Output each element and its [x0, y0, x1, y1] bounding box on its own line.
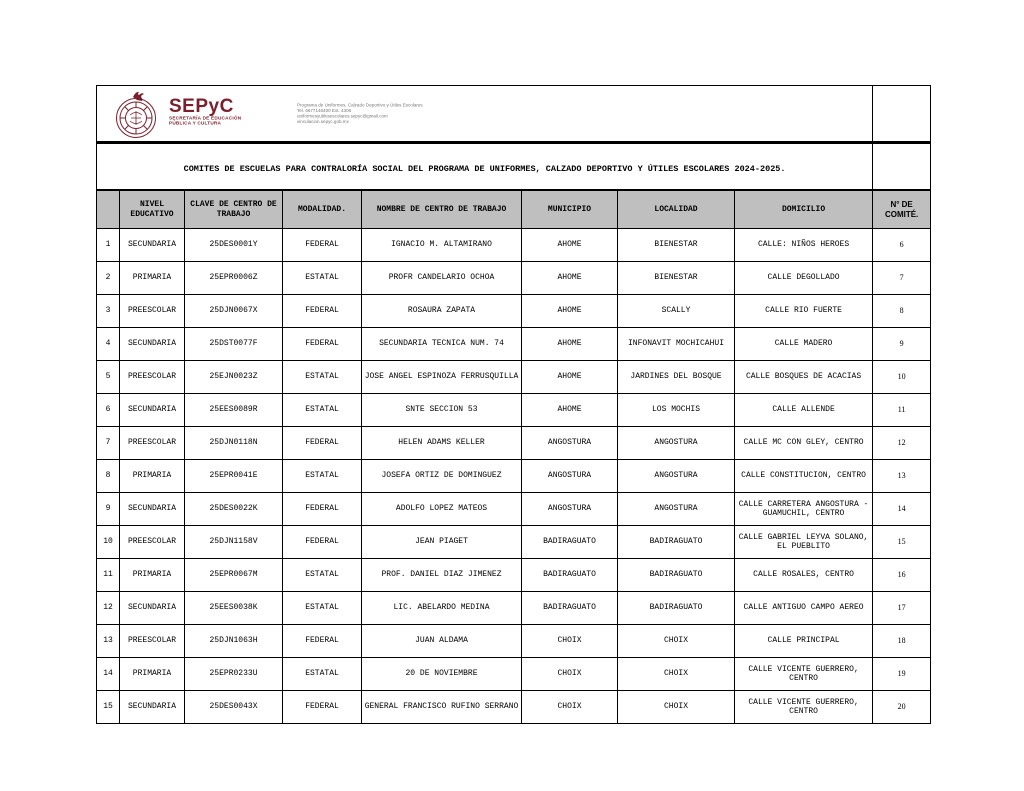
brand-block [169, 97, 269, 130]
schools-committee-table [96, 85, 931, 724]
cell-domicilio: CALLE VICENTE GUERRERO, CENTRO [735, 658, 873, 691]
cell-numero-comite: 17 [873, 592, 931, 625]
cell-nombre-centro-trabajo: 20 DE NOVIEMBRE [362, 658, 522, 691]
banner-cell [97, 86, 873, 143]
cell-nivel-educativo: PRIMARIA [120, 262, 185, 295]
cell-clave-centro-trabajo: 25DJN0067X [185, 295, 283, 328]
header-row-number [97, 190, 120, 229]
cell-localidad: SCALLY [618, 295, 735, 328]
cell-clave-centro-trabajo: 25EPR0041E [185, 460, 283, 493]
cell-row-number: 6 [97, 394, 120, 427]
cell-nombre-centro-trabajo: SECUNDARIA TECNICA NUM. 74 [362, 328, 522, 361]
cell-nivel-educativo: SECUNDARIA [120, 394, 185, 427]
cell-modalidad: FEDERAL [283, 295, 362, 328]
cell-numero-comite: 10 [873, 361, 931, 394]
cell-nombre-centro-trabajo: HELEN ADAMS KELLER [362, 427, 522, 460]
cell-row-number: 9 [97, 493, 120, 526]
title-right-blank-cell [873, 143, 931, 191]
cell-row-number: 14 [97, 658, 120, 691]
cell-municipio: AHOME [522, 295, 618, 328]
cell-domicilio: CALLE ROSALES, CENTRO [735, 559, 873, 592]
cell-municipio: AHOME [522, 262, 618, 295]
cell-modalidad: ESTATAL [283, 658, 362, 691]
cell-numero-comite: 16 [873, 559, 931, 592]
table-row [97, 394, 931, 427]
cell-row-number: 2 [97, 262, 120, 295]
table-row [97, 361, 931, 394]
cell-nivel-educativo: SECUNDARIA [120, 691, 185, 724]
cell-row-number: 13 [97, 625, 120, 658]
cell-clave-centro-trabajo: 25DES0043X [185, 691, 283, 724]
cell-municipio: BADIRAGUATO [522, 592, 618, 625]
cell-municipio: ANGOSTURA [522, 460, 618, 493]
cell-clave-centro-trabajo: 25DES0022K [185, 493, 283, 526]
cell-nivel-educativo: PRIMARIA [120, 658, 185, 691]
cell-clave-centro-trabajo: 25DES0001Y [185, 229, 283, 262]
cell-domicilio: CALLE RIO FUERTE [735, 295, 873, 328]
cell-municipio: AHOME [522, 328, 618, 361]
table-row [97, 559, 931, 592]
cell-clave-centro-trabajo: 25DJN0118N [185, 427, 283, 460]
cell-nombre-centro-trabajo: SNTE SECCION 53 [362, 394, 522, 427]
cell-modalidad: ESTATAL [283, 559, 362, 592]
cell-modalidad: FEDERAL [283, 229, 362, 262]
table-row [97, 625, 931, 658]
table-row [97, 328, 931, 361]
cell-localidad: ANGOSTURA [618, 460, 735, 493]
cell-numero-comite: 18 [873, 625, 931, 658]
cell-municipio: CHOIX [522, 658, 618, 691]
table-row [97, 460, 931, 493]
cell-numero-comite: 8 [873, 295, 931, 328]
cell-clave-centro-trabajo: 25EJN0023Z [185, 361, 283, 394]
contact-block [297, 102, 423, 124]
table-row [97, 526, 931, 559]
cell-nombre-centro-trabajo: PROF. DANIEL DIAZ JIMENEZ [362, 559, 522, 592]
cell-row-number: 5 [97, 361, 120, 394]
cell-nivel-educativo: PRIMARIA [120, 559, 185, 592]
cell-municipio: CHOIX [522, 625, 618, 658]
cell-domicilio: CALLE PRINCIPAL [735, 625, 873, 658]
cell-nombre-centro-trabajo: JUAN ALDAMA [362, 625, 522, 658]
cell-localidad: LOS MOCHIS [618, 394, 735, 427]
cell-numero-comite: 20 [873, 691, 931, 724]
cell-clave-centro-trabajo: 25EPR0233U [185, 658, 283, 691]
column-header-row [97, 190, 931, 229]
contact-email-line: uniformesyutilesescolares.sepyc@gmail.com [297, 113, 389, 119]
cell-numero-comite: 19 [873, 658, 931, 691]
cell-numero-comite: 14 [873, 493, 931, 526]
banner-row [97, 86, 931, 143]
cell-clave-centro-trabajo: 25DJN1063H [185, 625, 283, 658]
cell-numero-comite: 15 [873, 526, 931, 559]
cell-domicilio: CALLE VICENTE GUERRERO, CENTRO [735, 691, 873, 724]
cell-municipio: CHOIX [522, 691, 618, 724]
cell-domicilio: CALLE ANTIGUO CAMPO AEREO [735, 592, 873, 625]
cell-localidad: BADIRAGUATO [618, 559, 735, 592]
cell-clave-centro-trabajo: 25EPR0006Z [185, 262, 283, 295]
cell-nombre-centro-trabajo: JEAN PIAGET [362, 526, 522, 559]
cell-nombre-centro-trabajo: ADOLFO LOPEZ MATEOS [362, 493, 522, 526]
contact-web-line: vinculacion.sepyc.gob.mx [297, 119, 350, 124]
cell-nivel-educativo: SECUNDARIA [120, 229, 185, 262]
cell-nivel-educativo: PREESCOLAR [120, 361, 185, 394]
cell-nombre-centro-trabajo: JOSEFA ORTIZ DE DOMINGUEZ [362, 460, 522, 493]
cell-localidad: ANGOSTURA [618, 427, 735, 460]
cell-nivel-educativo: SECUNDARIA [120, 592, 185, 625]
cell-domicilio: CALLE CARRETERA ANGOSTURA - GUAMUCHIL, CENTRO [735, 493, 873, 526]
cell-clave-centro-trabajo: 25EPR0067M [185, 559, 283, 592]
cell-numero-comite: 7 [873, 262, 931, 295]
cell-nivel-educativo: PREESCOLAR [120, 427, 185, 460]
cell-row-number: 8 [97, 460, 120, 493]
header-nombre-centro-trabajo: NOMBRE DE CENTRO DE TRABAJO [362, 190, 522, 229]
cell-numero-comite: 9 [873, 328, 931, 361]
cell-modalidad: ESTATAL [283, 394, 362, 427]
cell-municipio: ANGOSTURA [522, 493, 618, 526]
sepyc-seal-icon [111, 89, 161, 139]
cell-clave-centro-trabajo: 25EES0038K [185, 592, 283, 625]
cell-nombre-centro-trabajo: GENERAL FRANCISCO RUFINO SERRANO [362, 691, 522, 724]
cell-modalidad: ESTATAL [283, 592, 362, 625]
cell-modalidad: FEDERAL [283, 493, 362, 526]
document-page [96, 85, 931, 724]
cell-modalidad: ESTATAL [283, 262, 362, 295]
cell-nombre-centro-trabajo: LIC. ABELARDO MEDINA [362, 592, 522, 625]
contact-phone-line: Tel. 6677148400 Ext. 4306 [297, 107, 352, 113]
header-numero-comite: N° DE COMITÉ. [873, 190, 931, 229]
cell-localidad: BADIRAGUATO [618, 592, 735, 625]
cell-row-number: 10 [97, 526, 120, 559]
header-nivel-educativo: NIVEL EDUCATIVO [120, 190, 185, 229]
cell-nombre-centro-trabajo: ROSAURA ZAPATA [362, 295, 522, 328]
cell-numero-comite: 6 [873, 229, 931, 262]
cell-nombre-centro-trabajo: PROFR CANDELARIO OCHOA [362, 262, 522, 295]
cell-modalidad: FEDERAL [283, 427, 362, 460]
cell-modalidad: FEDERAL [283, 328, 362, 361]
cell-domicilio: CALLE MADERO [735, 328, 873, 361]
cell-municipio: AHOME [522, 229, 618, 262]
cell-localidad: ANGOSTURA [618, 493, 735, 526]
cell-domicilio: CALLE BOSQUES DE ACACIAS [735, 361, 873, 394]
cell-nivel-educativo: PREESCOLAR [120, 526, 185, 559]
cell-nivel-educativo: SECUNDARIA [120, 493, 185, 526]
table-row [97, 262, 931, 295]
cell-clave-centro-trabajo: 25DJN1158V [185, 526, 283, 559]
cell-nivel-educativo: PREESCOLAR [120, 625, 185, 658]
cell-domicilio: CALLE: NIÑOS HEROES [735, 229, 873, 262]
brand-acronym: SEPyC [169, 96, 234, 117]
brand-caption-line1: SECRETARÍA DE EDUCACIÓN [169, 116, 242, 122]
cell-nombre-centro-trabajo: JOSE ANGEL ESPINOZA FERRUSQUILLA [362, 361, 522, 394]
title-cell [97, 143, 873, 191]
cell-localidad: BIENESTAR [618, 262, 735, 295]
table-row [97, 592, 931, 625]
cell-domicilio: CALLE ALLENDE [735, 394, 873, 427]
header-municipio: MUNICIPIO [522, 190, 618, 229]
cell-nivel-educativo: SECUNDARIA [120, 328, 185, 361]
table-row [97, 691, 931, 724]
cell-localidad: JARDINES DEL BOSQUE [618, 361, 735, 394]
header-domicilio: DOMICILIO [735, 190, 873, 229]
brand-caption-line2: PÚBLICA Y CULTURA [169, 121, 222, 127]
table-row [97, 295, 931, 328]
cell-domicilio: CALLE MC CON GLEY, CENTRO [735, 427, 873, 460]
cell-domicilio: CALLE CONSTITUCION, CENTRO [735, 460, 873, 493]
cell-nombre-centro-trabajo: IGNACIO M. ALTAMIRANO [362, 229, 522, 262]
cell-numero-comite: 13 [873, 460, 931, 493]
cell-row-number: 7 [97, 427, 120, 460]
header-clave-centro-trabajo: CLAVE DE CENTRO DE TRABAJO [185, 190, 283, 229]
banner-right-blank-cell [873, 86, 931, 143]
cell-modalidad: ESTATAL [283, 460, 362, 493]
cell-row-number: 4 [97, 328, 120, 361]
cell-localidad: BADIRAGUATO [618, 526, 735, 559]
cell-nivel-educativo: PREESCOLAR [120, 295, 185, 328]
cell-row-number: 15 [97, 691, 120, 724]
cell-nivel-educativo: PRIMARIA [120, 460, 185, 493]
cell-municipio: BADIRAGUATO [522, 559, 618, 592]
cell-localidad: CHOIX [618, 625, 735, 658]
table-row [97, 229, 931, 262]
header-localidad: LOCALIDAD [618, 190, 735, 229]
cell-clave-centro-trabajo: 25DST0077F [185, 328, 283, 361]
cell-row-number: 3 [97, 295, 120, 328]
cell-row-number: 12 [97, 592, 120, 625]
cell-numero-comite: 12 [873, 427, 931, 460]
table-row [97, 427, 931, 460]
cell-domicilio: CALLE DEGOLLADO [735, 262, 873, 295]
cell-domicilio: CALLE GABRIEL LEYVA SOLANO, EL PUEBLITO [735, 526, 873, 559]
cell-municipio: AHOME [522, 361, 618, 394]
cell-localidad: BIENESTAR [618, 229, 735, 262]
cell-modalidad: FEDERAL [283, 691, 362, 724]
cell-municipio: AHOME [522, 394, 618, 427]
title-row [97, 143, 931, 191]
contact-program-line: Programa de Uniformes, Calzado Deportivo y Útiles Escolares [297, 102, 424, 108]
cell-row-number: 11 [97, 559, 120, 592]
document-title: COMITES DE ESCUELAS PARA CONTRALORÍA SOCIAL DEL PROGRAMA DE UNIFORMES, CALZADO DEPORTIVO Y ÚTILES ESCOLARES 2024-2025. [183, 163, 786, 174]
table-body [97, 229, 931, 724]
header-modalidad: MODALIDAD. [283, 190, 362, 229]
cell-modalidad: ESTATAL [283, 361, 362, 394]
cell-localidad: INFONAVIT MOCHICAHUI [618, 328, 735, 361]
cell-municipio: BADIRAGUATO [522, 526, 618, 559]
cell-modalidad: FEDERAL [283, 526, 362, 559]
table-row [97, 658, 931, 691]
cell-municipio: ANGOSTURA [522, 427, 618, 460]
cell-numero-comite: 11 [873, 394, 931, 427]
cell-localidad: CHOIX [618, 691, 735, 724]
table-row [97, 493, 931, 526]
cell-localidad: CHOIX [618, 658, 735, 691]
cell-modalidad: FEDERAL [283, 625, 362, 658]
cell-row-number: 1 [97, 229, 120, 262]
cell-clave-centro-trabajo: 25EES0089R [185, 394, 283, 427]
